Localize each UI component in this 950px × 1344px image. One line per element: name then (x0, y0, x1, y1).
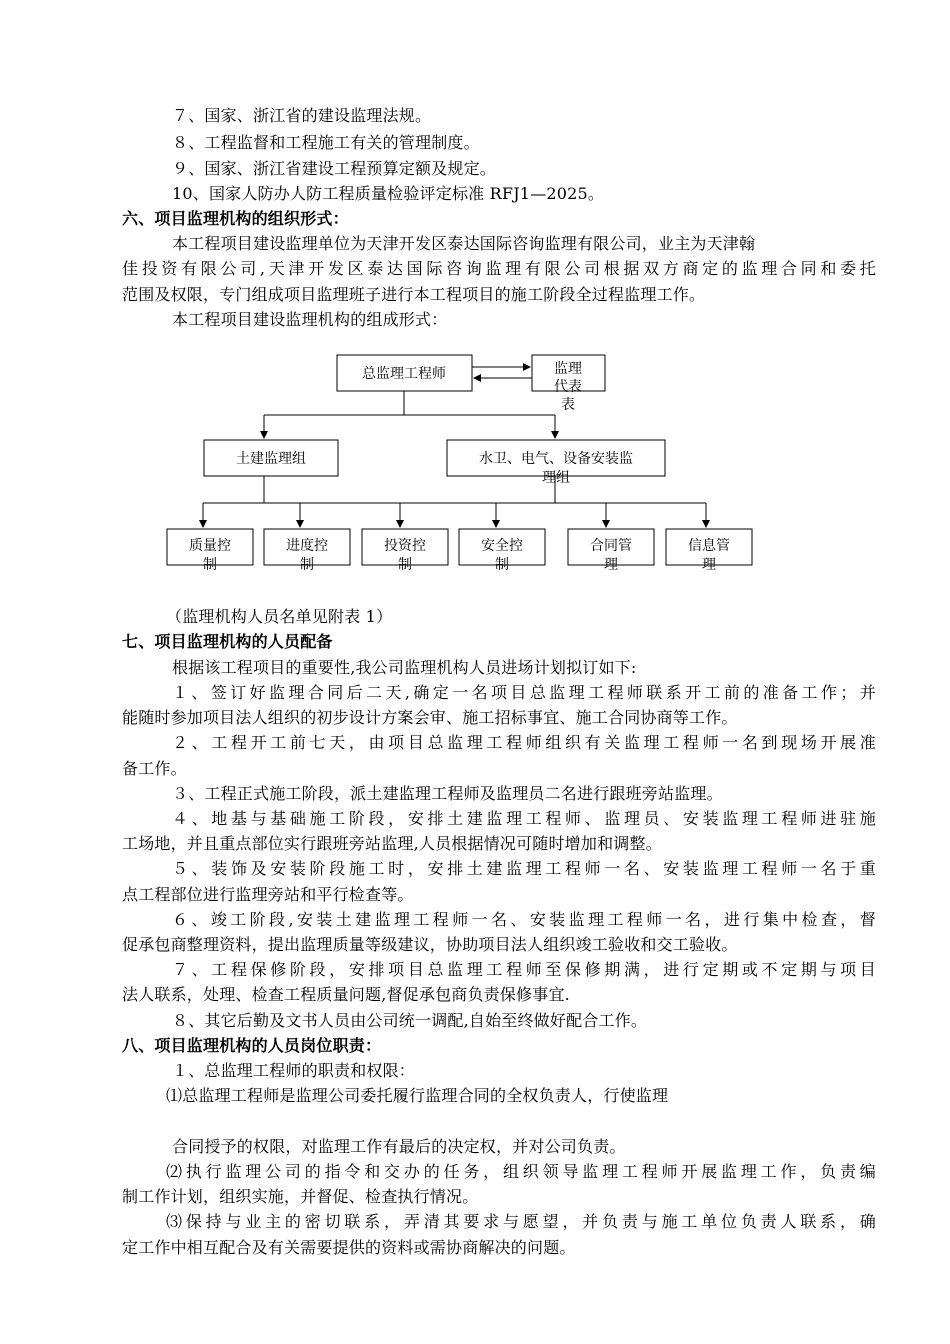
section-7-title: 七、项目监理机构的人员配备 (122, 632, 333, 651)
regulation-item: ８、工程监督和工程施工有关的管理制度。 (172, 133, 480, 152)
regulation-item: ７、国家、浙江省的建设监理法规。 (172, 106, 432, 125)
section-7-intro: 根据该工程项目的重要性,我公司监理机构人员进场计划拟订如下: (172, 658, 637, 677)
control-label: 制 (203, 557, 217, 573)
control-label: 制 (300, 557, 314, 573)
representative-label: 代表 (554, 379, 582, 395)
staffing-item: ７、工程保修阶段，安排项目总监理工程师至保修期满，进行定期或不定期与项目 (172, 960, 876, 979)
control-label: 理 (604, 557, 618, 573)
control-label: 信息管 (688, 538, 730, 554)
staffing-item: 备工作。 (122, 759, 187, 778)
staffing-item: ２、工程开工前七天，由项目总监理工程师组织有关监理工程师一名到现场开展准 (172, 733, 876, 752)
section-6-chart-intro: 本工程项目建设监理机构的组成形式： (172, 310, 448, 329)
section-6-title: 六、项目监理机构的组织形式： (122, 209, 349, 228)
regulation-item: 10、国家人防办人防工程质量检验评定标准 RFJ1—2025。 (172, 184, 605, 203)
staffing-item: １、签订好监理合同后二天,确定一名项目总监理工程师联系开工前的准备工作；并 (172, 683, 876, 702)
control-label: 理 (702, 557, 716, 573)
duty-item: 合同授予的权限，对监理工作有最后的决定权，并对公司负责。 (172, 1137, 626, 1156)
mep-group-label: 水卫、电气、设备安装监 (479, 451, 633, 467)
duty-item: ⑶保持与业主的密切联系，弄清其要求与愿望，并负责与施工单位负责人联系，确 (166, 1212, 876, 1231)
control-label: 制 (398, 557, 412, 573)
staffing-item: ３、工程正式施工阶段，派土建监理工程师及监理员二名进行跟班旁站监理。 (172, 784, 723, 803)
staffing-item: 促承包商整理资料，提出监理质量等级建议，协助项目法人组织竣工验收和交工验收。 (122, 935, 738, 954)
staffing-item: ４、地基与基础施工阶段，安排土建监理工程师、监理员、安装监理工程师进驻施 (172, 809, 876, 828)
representative-label: 表 (561, 397, 575, 413)
staff-list-note: （监理机构人员名单见附表 1） (166, 607, 393, 626)
chief-label: 总监理工程师 (362, 366, 446, 382)
staffing-item: 点工程部位进行监理旁站和平行检查等。 (122, 885, 414, 904)
org-chart (0, 345, 950, 595)
control-label: 合同管 (590, 538, 632, 554)
duty-item: 定工作中相互配合及有关需要提供的资料或需协商解决的问题。 (122, 1238, 576, 1257)
duty-item: ⑵执行监理公司的指令和交办的任务，组织领导监理工程师开展监理工作，负责编 (166, 1162, 876, 1181)
staffing-item: 能随时参加项目法人组织的初步设计方案会审、施工招标事宜、施工合同协商等工作。 (122, 708, 738, 727)
control-label: 制 (495, 557, 509, 573)
control-label: 安全控 (481, 538, 523, 554)
duty-item: ⑴总监理工程师是监理公司委托履行监理合同的全权负责人，行使监理 (166, 1086, 669, 1105)
civil-group-label: 土建监理组 (236, 451, 306, 467)
staffing-item: ８、其它后勤及文书人员由公司统一调配,自始至终做好配合工作。 (172, 1011, 648, 1030)
section-6-para-line: 本工程项目建设监理单位为天津开发区泰达国际咨询监理有限公司，业主为天津翰 (172, 234, 756, 253)
staffing-item: ５、装饰及安装阶段施工时，安排土建监理工程师一名、安装监理工程师一名于重 (172, 859, 876, 878)
control-label: 进度控 (286, 538, 328, 554)
section-8-title: 八、项目监理机构的人员岗位职责： (122, 1036, 382, 1055)
section-6-para-line: 佳投资有限公司,天津开发区泰达国际咨询监理有限公司根据双方商定的监理合同和委托 (122, 259, 876, 278)
mep-group-label: 理组 (542, 470, 570, 486)
duty-item: 制工作计划，组织实施，并督促、检查执行情况。 (122, 1187, 479, 1206)
control-label: 质量控 (189, 538, 231, 554)
staffing-item: 法人联系，处理、检查工程质量问题,督促承包商负责保修事宜. (122, 985, 570, 1004)
section-8-subtitle: １、总监理工程师的职责和权限： (172, 1061, 416, 1080)
staffing-item: ６、竣工阶段,安装土建监理工程师一名、安装监理工程师一名，进行集中检查，督 (172, 910, 876, 929)
control-label: 投资控 (384, 538, 426, 554)
section-6-para-line: 范围及权限，专门组成项目监理班子进行本工程项目的施工阶段全过程监理工作。 (122, 285, 706, 304)
regulation-item: ９、国家、浙江省建设工程预算定额及规定。 (172, 159, 497, 178)
representative-label: 监理 (554, 361, 582, 377)
staffing-item: 工场地，并且重点部位实行跟班旁站监理,人员根据情况可随时增加和调整。 (122, 834, 662, 853)
